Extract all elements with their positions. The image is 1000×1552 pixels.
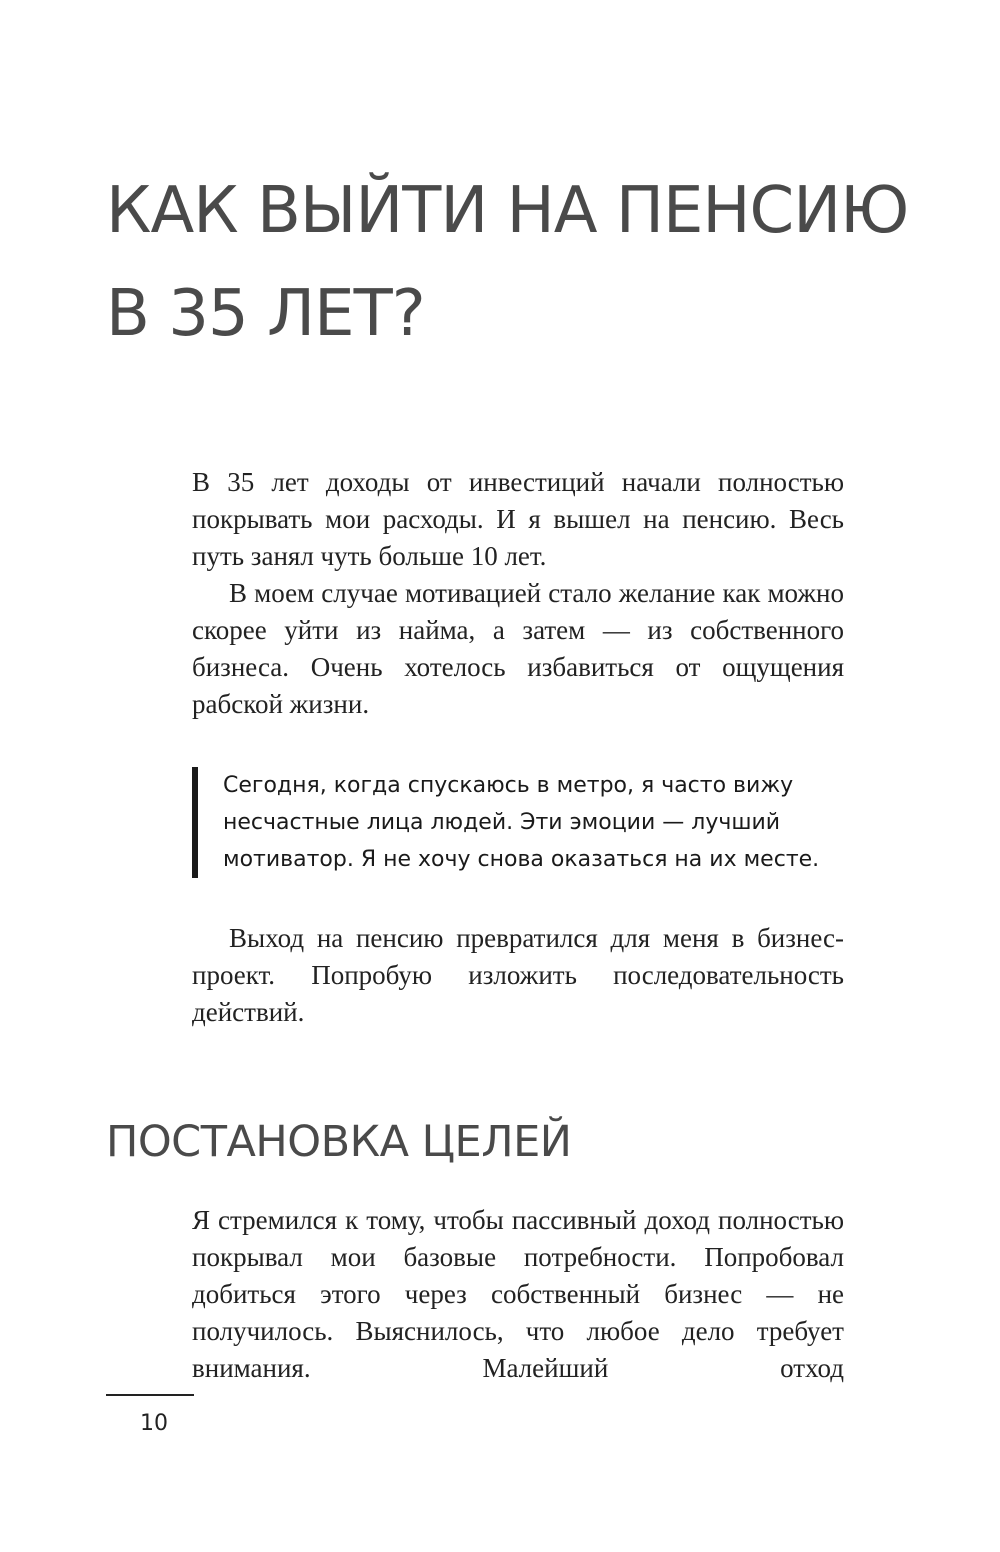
quote-line-2: несчастные лица людей. Эти эмоции — лучший — [223, 810, 781, 835]
chapter-title-line-2: В 35 ЛЕТ? — [106, 277, 425, 351]
pull-quote — [192, 767, 873, 878]
quote-line-1: Сегодня, когда спускаюсь в метро, я часто вижу — [223, 773, 794, 798]
post-quote-paragraph: Выход на пенсию превратился для меня в бизнес-проект. Попробую изложить последовательность действий. — [192, 923, 844, 1027]
footer-divider — [106, 1394, 194, 1396]
section-text — [192, 1202, 844, 1387]
intro-text — [192, 464, 844, 723]
page-number: 10 — [140, 1411, 168, 1436]
quote-line-3: мотиватор. Я не хочу снова оказаться на их месте. — [223, 847, 820, 872]
intro-paragraph-1: В 35 лет доходы от инвестиций начали полностью покрывать мои расходы. И я вышел на пенсию. Весь путь занял чуть больше 10 лет. — [192, 467, 844, 571]
post-quote-text — [192, 920, 844, 1031]
chapter-title-line-1: КАК ВЫЙТИ НА ПЕНСИЮ — [106, 174, 909, 248]
section-title: ПОСТАНОВКА ЦЕЛЕЙ — [106, 1117, 572, 1167]
section-paragraph: Я стремился к тому, чтобы пассивный доход полностью покрывал мои базовые потребности. Попробовал добиться этого через собственный бизнес — не получилось. Выяснилось, что любое дело требует внимания. Малейший отход — [192, 1205, 844, 1383]
intro-paragraph-2: В моем случае мотивацией стало желание как можно скорее уйти из найма, а затем — из собственного бизнеса. Очень хотелось избавиться от ощущения рабской жизни. — [192, 578, 844, 719]
chapter-title — [106, 160, 946, 366]
